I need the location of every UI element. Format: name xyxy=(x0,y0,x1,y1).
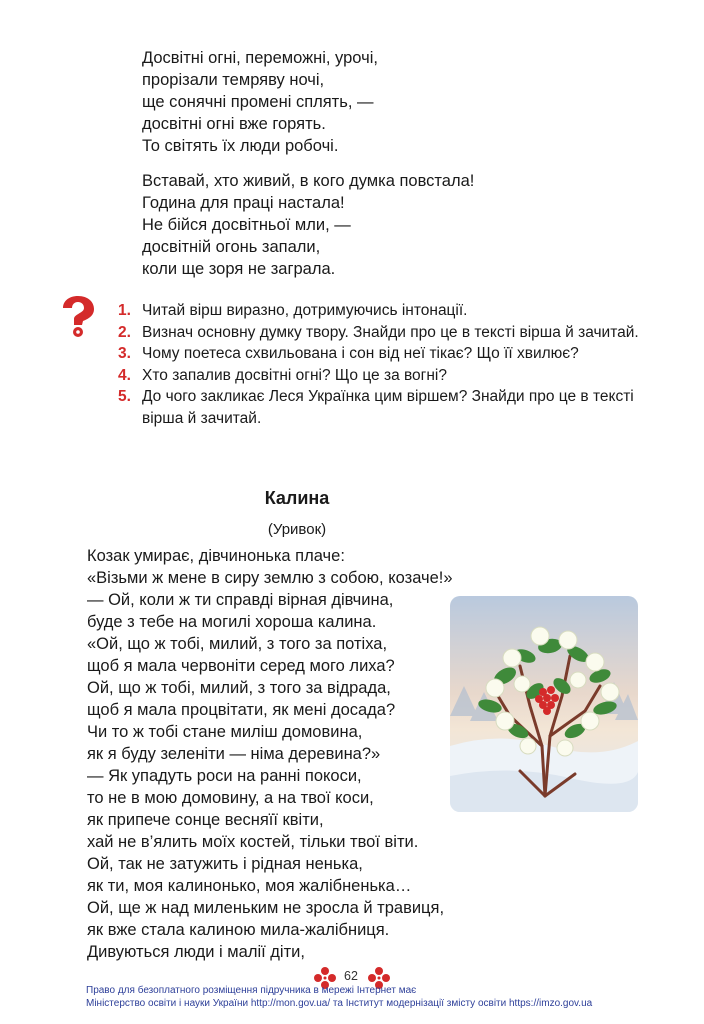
footer-line: Право для безоплатного розміщення підручника в мережі Інтернет має xyxy=(86,985,417,996)
question-text: Хто запалив досвітні огні? Що це за вогні? xyxy=(142,366,447,384)
question-text: Чому поетеса схвильована і сон від неї тікає? Що її хвилює? xyxy=(142,345,579,362)
poem-line: щоб я мала процвітати, як мені досада? xyxy=(87,701,396,719)
question-number: 3. xyxy=(118,345,131,362)
footer-notice xyxy=(86,984,592,1010)
poem-line: то не в мою домовину, а на твої коси, xyxy=(87,789,374,807)
poem-line: коли ще зоря не заграла. xyxy=(142,260,336,278)
question-text: Читай вірш виразно, дотримуючись інтонації. xyxy=(142,302,468,319)
poem-line: Ой, так не затужить і рідная ненька, xyxy=(87,855,363,873)
poem-subtitle: (Уривок) xyxy=(267,521,327,538)
question-flower-icon xyxy=(60,294,96,338)
question-item xyxy=(118,365,648,387)
poem-line: «Візьми ж мене в сиру землю з собою, козаче!» xyxy=(87,569,453,587)
poem-line: досвітній огонь запали, xyxy=(142,238,321,256)
poem-line: — Як упадуть роси на ранні покоси, xyxy=(87,767,362,785)
footer-line: Міністерство освіти і науки України http://mon.gov.ua/ та Інститут модернізації змісту освіти https://imzo.gov.ua xyxy=(86,998,593,1009)
poem-line: Ой, що ж тобі, милий, з того за відрада, xyxy=(87,679,391,697)
poem-title: Калина xyxy=(264,488,330,508)
poem-line: Вставай, хто живий, в кого думка повстала! xyxy=(142,172,475,190)
question-number: 1. xyxy=(118,302,131,319)
question-item xyxy=(118,386,648,429)
viburnum-illustration xyxy=(450,596,638,812)
questions-list xyxy=(118,300,648,429)
poem-line: прорізали темряву ночі, xyxy=(142,71,325,89)
stanza-gap xyxy=(142,157,662,170)
poem-line: як ти, моя калинонько, моя жалібненька… xyxy=(87,877,412,895)
poem-line: Дивуються люди і малії діти, xyxy=(87,943,305,961)
question-text: До чого закликає Леся Українка цим віршем? Знайди про це в тексті вірша й зачитай. xyxy=(142,388,634,427)
poem-line: хай не в’ялить моїх костей, тільки твої віти. xyxy=(87,833,419,851)
poem-line: Козак умирає, дівчинонька плаче: xyxy=(87,547,345,565)
poem-line: як вже стала калиною мила-жалібниця. xyxy=(87,921,390,939)
question-text: Визнач основну думку твору. Знайди про це в тексті вірша й зачитай. xyxy=(142,323,639,341)
question-item xyxy=(118,300,648,322)
question-number: 5. xyxy=(118,388,131,405)
poem-line: Година для праці настала! xyxy=(142,194,345,212)
poem-line: буде з тебе на могилі хороша калина. xyxy=(87,613,377,631)
poem-line: «Ой, що ж тобі, милий, з того за потіха, xyxy=(87,635,388,653)
poem-line: — Ой, коли ж ти справді вірная дівчина, xyxy=(87,591,394,609)
question-number: 2. xyxy=(118,323,131,341)
poem-line: щоб я мала червоніти серед мого лиха? xyxy=(87,657,395,675)
poem-line: як припече сонце весняїї квіти, xyxy=(87,811,324,829)
poem-line: Не бійся досвітньої мли, — xyxy=(142,216,351,234)
poem-line: досвітні огні вже горять. xyxy=(142,115,326,133)
page-number: 62 xyxy=(344,969,358,983)
poem-line: ще сонячні промені сплять, — xyxy=(142,93,374,111)
poem-line: Ой, ще ж над миленьким не зросла й травиця, xyxy=(87,899,445,917)
poem-line: Досвітні огні, переможні, урочі, xyxy=(142,49,378,67)
question-item xyxy=(118,343,648,365)
poem-line: То світять їх люди робочі. xyxy=(142,137,339,155)
question-number: 4. xyxy=(118,366,131,384)
top-poem xyxy=(142,47,662,280)
poem-line: Чи то ж тобі стане миліш домовина, xyxy=(87,723,363,741)
poem-line: як я буду зеленіти — німа деревина?» xyxy=(87,745,381,763)
question-item xyxy=(118,322,648,344)
